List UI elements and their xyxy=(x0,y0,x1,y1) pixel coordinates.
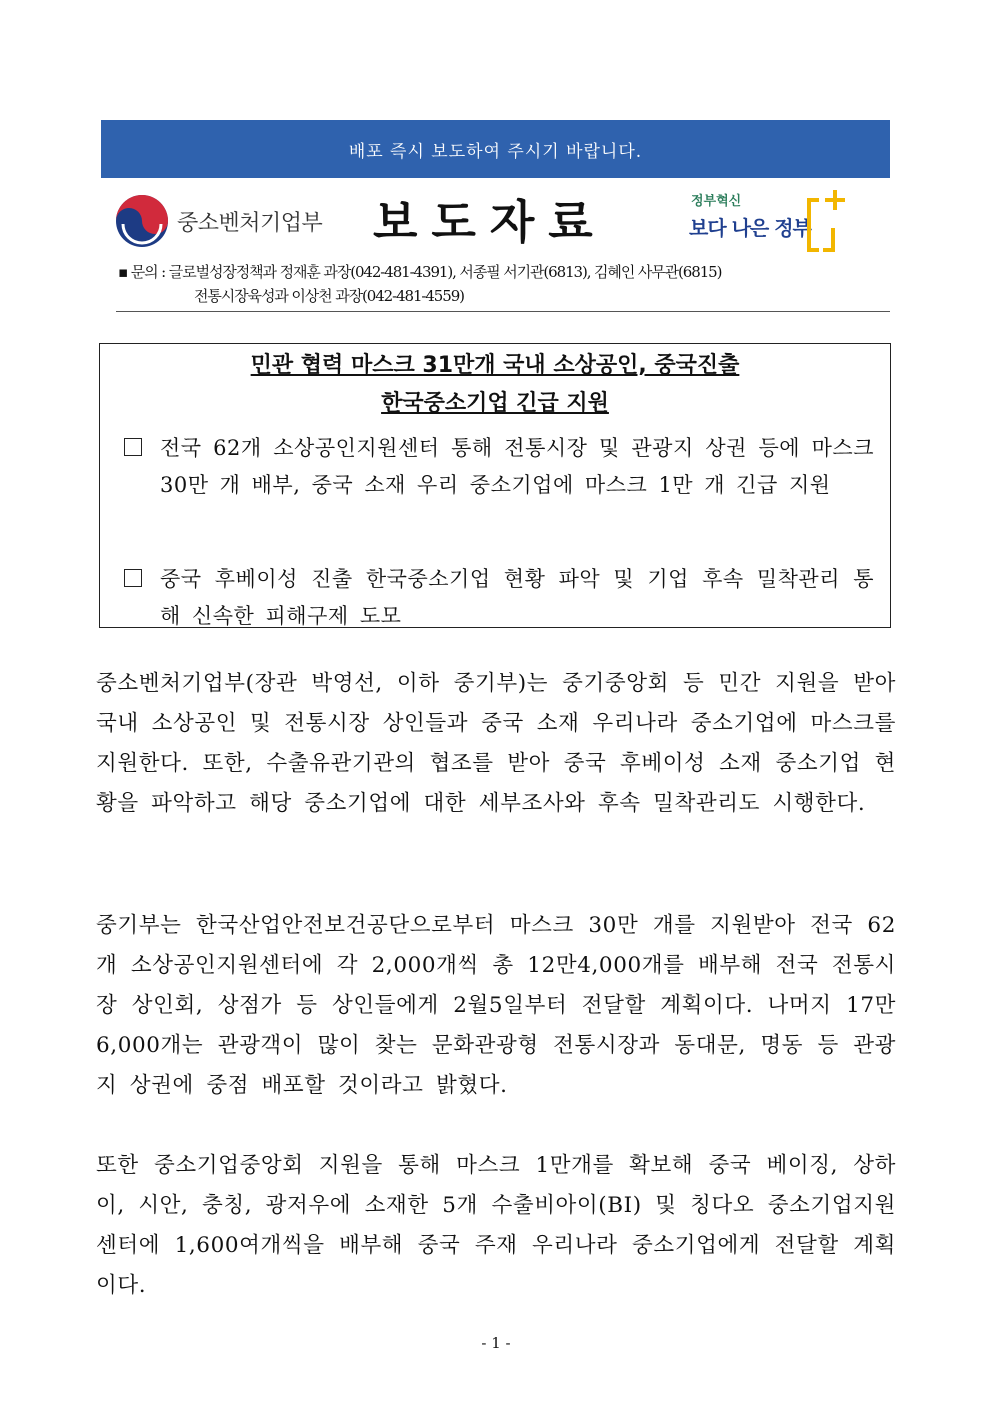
contact-line-2: 전통시장육성과 이상천 과장(042-481-4559) xyxy=(194,287,464,305)
summary-bullet xyxy=(124,430,874,504)
taegeuk-emblem-icon xyxy=(115,194,169,248)
distribution-banner: 배포 즉시 보도하여 주시기 바랍니다. xyxy=(101,120,890,178)
ministry-logo xyxy=(115,194,322,248)
summary-bullet xyxy=(124,561,874,635)
contact-line-1: ▪ 문의 : 글로벌성장정책과 정재훈 과장(042-481-4391), 서종필 서기관(6813), 김혜인 사무관(6815) xyxy=(118,263,722,281)
press-header xyxy=(101,180,890,256)
body-paragraph: 중기부는 한국산업안전보건공단으로부터 마스크 30만 개를 지원받아 전국 62개 소상공인지원센터에 각 2,000개씩 총 12만4,000개를 배부해 전국 전통시장 상인회, 상점가 등 상인들에게 2월5일부터 전달할 계획이다. 나머지 17만6,000개는 관광객이 많이 찾는 문화관광형 전통시장과 동대문, 명동 등 관광지 상권에 중점 배포할 것이라고 밝혔다. xyxy=(96,913,896,1098)
checkbox-bullet-icon xyxy=(124,438,142,456)
body-paragraph: 중소벤처기업부(장관 박영선, 이하 중기부)는 중기중앙회 등 민간 지원을 받아 국내 소상공인 및 전통시장 상인들과 중국 소재 우리나라 중소기업에 마스크를 지원한다. 또한, 수출유관기관의 협조를 받아 중국 후베이성 소재 중소기업 현황을 파악하고 해당 중소기업에 대한 세부조사와 후속 밀착관리도 시행한다. xyxy=(96,671,896,816)
summary-bullet-text: 전국 62개 소상공인지원센터 통해 전통시장 및 관광지 상권 등에 마스크 30만 개 배부, 중국 소재 우리 중소기업에 마스크 1만 개 긴급 지원 xyxy=(160,436,874,497)
headline-line-2: 한국중소기업 긴급 지원 xyxy=(381,391,609,416)
contact-divider xyxy=(116,311,890,312)
gov-logo-big-text: 보다 나은 정부 xyxy=(689,216,811,240)
summary-box xyxy=(99,343,891,628)
gov-innovation-logo xyxy=(689,184,849,256)
contact-info xyxy=(118,260,890,308)
ministry-name: 중소벤처기업부 xyxy=(177,210,323,236)
gov-logo-small-text: 정부혁신 xyxy=(691,194,742,209)
body-paragraph: 또한 중소기업중앙회 지원을 통해 마스크 1만개를 확보해 중국 베이징, 상하이, 시안, 충칭, 광저우에 소재한 5개 수출비아이(BI) 및 칭다오 중소기업지원센터에 1,600여개씩을 배부해 중국 주재 우리나라 중소기업에게 전달할 계획이다. xyxy=(96,1153,896,1298)
press-release-title: 보도자료 xyxy=(373,195,607,249)
gov-logo-bracket-icon xyxy=(775,188,849,258)
page-number: - 1 - xyxy=(481,1334,511,1352)
checkbox-bullet-icon xyxy=(124,569,142,587)
headline-line-1: 민관 협력 마스크 31만개 국내 소상공인, 중국진출 xyxy=(250,353,740,378)
summary-bullet-text: 중국 후베이성 진출 한국중소기업 현황 파악 및 기업 후속 밀착관리 통해 신속한 피해구제 도모 xyxy=(160,567,874,628)
